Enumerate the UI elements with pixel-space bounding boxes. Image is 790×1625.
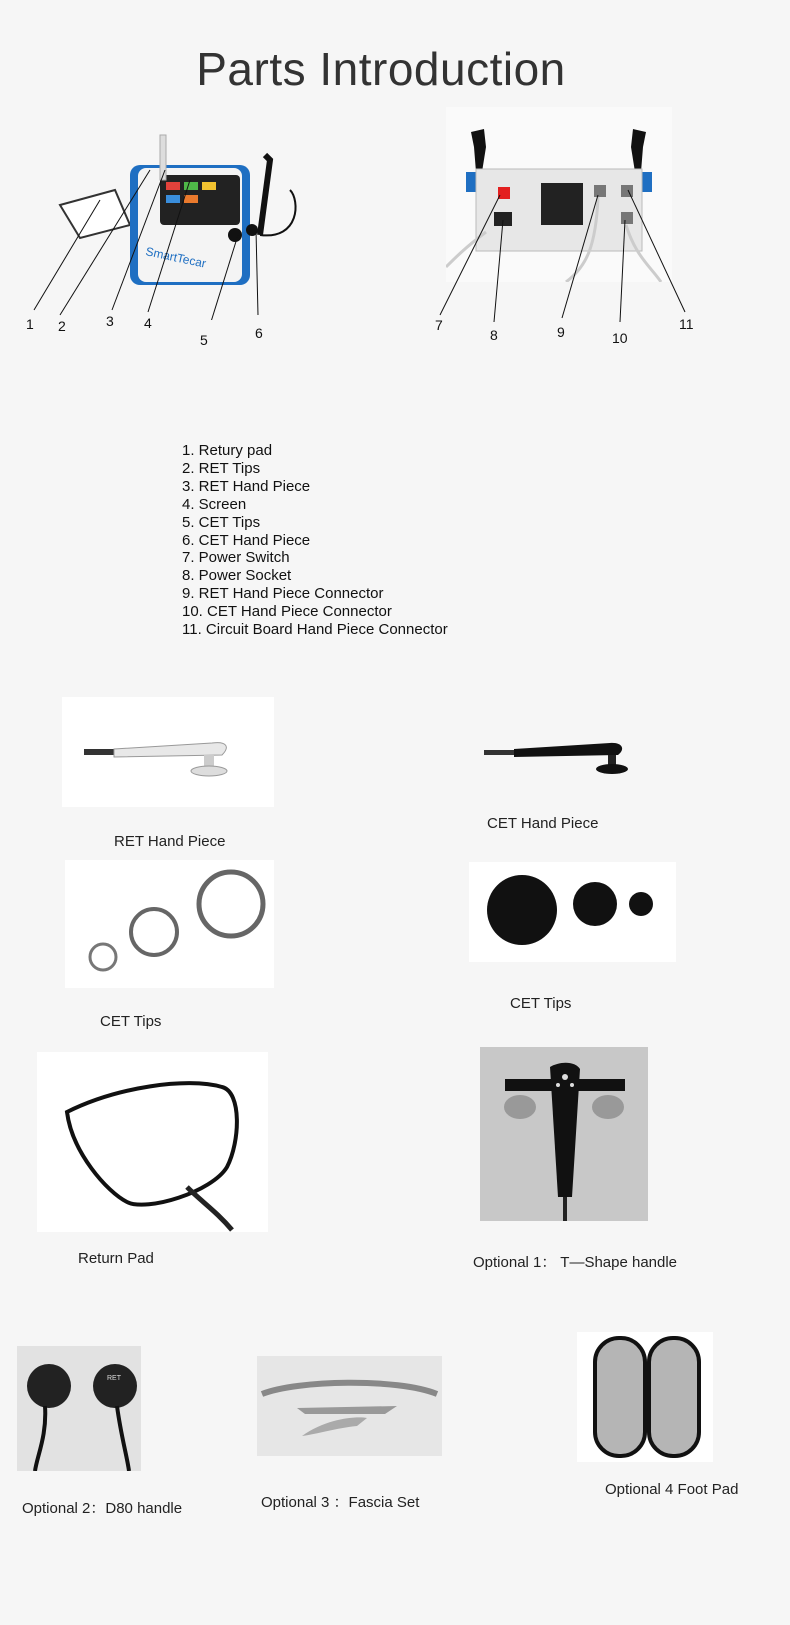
cet-tips-silver-caption: CET Tips	[100, 1013, 162, 1030]
list-item: 2. RET Tips	[182, 459, 261, 477]
callout-5: 5	[200, 332, 208, 348]
cet-hand-piece-image	[470, 705, 670, 800]
callout-9: 9	[557, 324, 565, 340]
list-item: 7. Power Switch	[182, 549, 290, 567]
list-item: 8. Power Socket	[182, 567, 292, 585]
list-item: 11. Circuit Board Hand Piece Connector	[182, 621, 448, 639]
list-item: 10. CET Hand Piece Connector	[182, 603, 392, 621]
callout-10: 10	[612, 330, 628, 346]
list-item: 3. RET Hand Piece	[182, 477, 311, 495]
return-pad-caption: Return Pad	[78, 1250, 154, 1267]
foot-pad-image	[577, 1332, 713, 1462]
fascia-set-image	[257, 1356, 442, 1456]
d80-handle-image	[17, 1346, 141, 1471]
optional3-caption: Optional 3 ：Fascia Set	[261, 1494, 420, 1511]
callout-11: 11	[679, 316, 694, 332]
list-item: 5. CET Tips	[182, 513, 261, 531]
parts-list	[182, 442, 448, 639]
list-item: 9. RET Hand Piece Connector	[182, 585, 384, 603]
ret-hand-piece-caption: RET Hand Piece	[114, 833, 226, 850]
cet-tips-black-image	[469, 862, 676, 962]
callout-1: 1	[26, 316, 34, 332]
page-title: Parts Introduction	[196, 43, 566, 95]
device-brand-text: SmartTecar	[144, 244, 208, 271]
list-item: 1. Retury pad	[182, 442, 273, 459]
callout-6: 6	[255, 325, 263, 341]
callout-3: 3	[106, 313, 114, 329]
device-rear-image	[446, 107, 672, 282]
optional1-caption: Optional 1： T—Shape handle	[473, 1254, 678, 1271]
optional2-caption: Optional 2：D80 handle	[22, 1500, 183, 1517]
list-item: 4. Screen	[182, 495, 247, 513]
d80-ret-label: RET	[107, 1375, 121, 1382]
return-pad-image	[37, 1052, 268, 1232]
optional4-caption: Optional 4 Foot Pad	[605, 1481, 739, 1498]
cet-hand-piece-caption: CET Hand Piece	[487, 815, 599, 832]
t-shape-handle-image	[480, 1047, 648, 1221]
callout-8: 8	[490, 327, 498, 343]
list-item: 6. CET Hand Piece	[182, 531, 311, 549]
device-front-image	[20, 120, 320, 320]
cet-tips-black-caption: CET Tips	[510, 995, 572, 1012]
cet-tips-silver-image	[65, 860, 274, 988]
callout-4: 4	[144, 315, 152, 331]
callout-2: 2	[58, 318, 66, 334]
ret-hand-piece-image	[62, 697, 274, 807]
callout-7: 7	[435, 317, 443, 333]
